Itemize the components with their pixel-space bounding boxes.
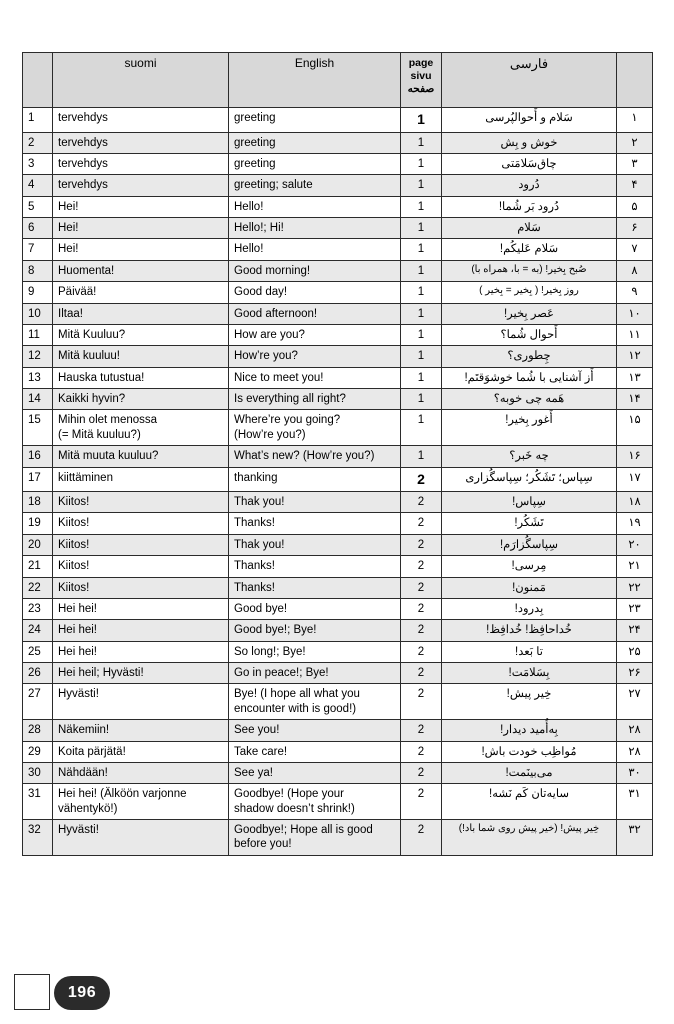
english-term: Where’re you going? (How’re you?) <box>229 410 401 446</box>
table-header-row <box>23 53 653 108</box>
persian-term: سَلام و أَحوالپُرسی <box>442 108 617 133</box>
row-index: 4 <box>23 175 53 196</box>
persian-term: خِیر پیش! <box>442 684 617 720</box>
english-term: See you! <box>229 720 401 741</box>
page-reference: 1 <box>401 324 442 345</box>
row-index: 19 <box>23 513 53 534</box>
row-index: 32 <box>23 820 53 856</box>
row-index: 21 <box>23 556 53 577</box>
persian-term: أَحوال شُما؟ <box>442 324 617 345</box>
persian-index: ۲۷ <box>617 684 653 720</box>
page-reference: 2 <box>401 720 442 741</box>
page-reference: 1 <box>401 132 442 153</box>
table-row <box>23 324 653 345</box>
finnish-term: Kiitos! <box>53 577 229 598</box>
table-row <box>23 303 653 324</box>
english-term: Good day! <box>229 282 401 303</box>
table-row <box>23 492 653 513</box>
finnish-term: Kiitos! <box>53 534 229 555</box>
table-row <box>23 410 653 446</box>
finnish-term: kiittäminen <box>53 467 229 492</box>
persian-term: صُبح بِخیر! (به = با، همراه با) <box>442 260 617 281</box>
finnish-term: Hyvästi! <box>53 820 229 856</box>
table-row <box>23 641 653 662</box>
page-reference: 1 <box>401 367 442 388</box>
page-reference: 2 <box>401 784 442 820</box>
english-term: So long!; Bye! <box>229 641 401 662</box>
persian-term: بِسَلامَت! <box>442 663 617 684</box>
table-row <box>23 389 653 410</box>
row-index: 9 <box>23 282 53 303</box>
row-index: 12 <box>23 346 53 367</box>
row-index: 26 <box>23 663 53 684</box>
persian-term: مِرسی! <box>442 556 617 577</box>
page-reference: 2 <box>401 684 442 720</box>
persian-index: ۹ <box>617 282 653 303</box>
finnish-term: Mihin olet menossa (= Mitä kuuluu?) <box>53 410 229 446</box>
row-index: 10 <box>23 303 53 324</box>
header-persian: فارسی <box>442 53 617 108</box>
english-term: Thanks! <box>229 577 401 598</box>
persian-index: ۱ <box>617 108 653 133</box>
page-reference: 1 <box>401 282 442 303</box>
page-reference: 1 <box>401 303 442 324</box>
persian-term: سَلام <box>442 218 617 239</box>
table-row <box>23 741 653 762</box>
table-row <box>23 132 653 153</box>
row-index: 16 <box>23 446 53 467</box>
page-reference: 2 <box>401 598 442 619</box>
finnish-term: Hei hei! <box>53 641 229 662</box>
persian-index: ۶ <box>617 218 653 239</box>
english-term: Bye! (I hope all what you encounter with is good!) <box>229 684 401 720</box>
page-reference: 1 <box>401 108 442 133</box>
persian-index: ۲۵ <box>617 641 653 662</box>
header-page-line-en: page <box>408 57 434 69</box>
english-term: Goodbye!; Hope all is good before you! <box>229 820 401 856</box>
persian-term: دُرود بَر شُما! <box>442 196 617 217</box>
table-header <box>23 53 653 108</box>
header-english: English <box>229 53 401 108</box>
page-reference: 1 <box>401 175 442 196</box>
english-term: greeting <box>229 108 401 133</box>
persian-index: ۱۴ <box>617 389 653 410</box>
page-reference: 2 <box>401 663 442 684</box>
page-reference: 1 <box>401 346 442 367</box>
finnish-term: Näkemiin! <box>53 720 229 741</box>
english-term: Hello!; Hi! <box>229 218 401 239</box>
persian-term: چه خَبر؟ <box>442 446 617 467</box>
table-row <box>23 218 653 239</box>
english-term: Thanks! <box>229 556 401 577</box>
page-reference: 2 <box>401 556 442 577</box>
header-page <box>401 53 442 108</box>
persian-index: ۲۲ <box>617 577 653 598</box>
persian-term: می‌بینَمت! <box>442 762 617 783</box>
row-index: 22 <box>23 577 53 598</box>
persian-index: ۳ <box>617 153 653 174</box>
english-term: Thak you! <box>229 534 401 555</box>
persian-term: خُداحافِظ! خُدافِظ! <box>442 620 617 641</box>
persian-term: روز بِخیر! ( بِخیر = بِخیر ) <box>442 282 617 303</box>
finnish-term: Kiitos! <box>53 492 229 513</box>
table-row <box>23 784 653 820</box>
persian-term: سِپاس! <box>442 492 617 513</box>
page-reference: 1 <box>401 389 442 410</box>
finnish-term: Kaikki hyvin? <box>53 389 229 410</box>
persian-index: ۲۸ <box>617 720 653 741</box>
finnish-term: Hei heil; Hyvästi! <box>53 663 229 684</box>
table-row <box>23 598 653 619</box>
row-index: 8 <box>23 260 53 281</box>
row-index: 20 <box>23 534 53 555</box>
page-reference: 2 <box>401 820 442 856</box>
page-reference: 1 <box>401 410 442 446</box>
persian-term: مُواظِب خودت باش! <box>442 741 617 762</box>
table-row <box>23 820 653 856</box>
finnish-term: Huomenta! <box>53 260 229 281</box>
row-index: 3 <box>23 153 53 174</box>
row-index: 14 <box>23 389 53 410</box>
footer-marker-box <box>14 974 50 1010</box>
english-term: How’re you? <box>229 346 401 367</box>
persian-term: أَغور بِخیر! <box>442 410 617 446</box>
finnish-term: Hei! <box>53 218 229 239</box>
english-term: Good morning! <box>229 260 401 281</box>
row-index: 27 <box>23 684 53 720</box>
row-index: 1 <box>23 108 53 133</box>
page-reference: 1 <box>401 218 442 239</box>
persian-index: ۲۳ <box>617 598 653 619</box>
finnish-term: Hei! <box>53 196 229 217</box>
table-row <box>23 153 653 174</box>
english-term: Goodbye! (Hope your shadow doesn’t shrink!) <box>229 784 401 820</box>
table-row <box>23 239 653 260</box>
persian-index: ۷ <box>617 239 653 260</box>
table-row <box>23 467 653 492</box>
page-reference: 2 <box>401 741 442 762</box>
finnish-term: tervehdys <box>53 132 229 153</box>
persian-index: ۲۴ <box>617 620 653 641</box>
header-finnish: suomi <box>53 53 229 108</box>
row-index: 31 <box>23 784 53 820</box>
english-term: How are you? <box>229 324 401 345</box>
table-row <box>23 175 653 196</box>
table-row <box>23 556 653 577</box>
persian-term: سایه‌تان کَم نَشه! <box>442 784 617 820</box>
finnish-term: Hei hei! <box>53 598 229 619</box>
page-reference: 2 <box>401 620 442 641</box>
row-index: 24 <box>23 620 53 641</box>
persian-term: سِپاسگُزارَم! <box>442 534 617 555</box>
table-body <box>23 108 653 856</box>
persian-term: سِپاس؛ تَشَکُر؛ سِپاسگُزاری <box>442 467 617 492</box>
finnish-term: tervehdys <box>53 153 229 174</box>
finnish-term: Nähdään! <box>53 762 229 783</box>
english-term: Take care! <box>229 741 401 762</box>
persian-index: ۱۳ <box>617 367 653 388</box>
table-row <box>23 367 653 388</box>
row-index: 13 <box>23 367 53 388</box>
english-term: Thak you! <box>229 492 401 513</box>
persian-term: بِه‌أُمید دیدار! <box>442 720 617 741</box>
finnish-term: Hauska tutustua! <box>53 367 229 388</box>
finnish-term: Päivää! <box>53 282 229 303</box>
english-term: greeting <box>229 153 401 174</box>
table-row <box>23 684 653 720</box>
persian-term: خوش و بِش <box>442 132 617 153</box>
table-row <box>23 620 653 641</box>
row-index: 6 <box>23 218 53 239</box>
finnish-term: Hyvästi! <box>53 684 229 720</box>
persian-term: أَز آشنایی با شُما خوشوَقتَم! <box>442 367 617 388</box>
row-index: 15 <box>23 410 53 446</box>
persian-index: ۲۰ <box>617 534 653 555</box>
row-index: 25 <box>23 641 53 662</box>
page-reference: 1 <box>401 196 442 217</box>
persian-index: ۳۲ <box>617 820 653 856</box>
row-index: 28 <box>23 720 53 741</box>
header-page-line-fa: صفحه <box>407 82 435 95</box>
english-term: Good bye! <box>229 598 401 619</box>
english-term: Hello! <box>229 196 401 217</box>
persian-index: ۳۱ <box>617 784 653 820</box>
persian-term: بِدرود! <box>442 598 617 619</box>
page-number-badge: 196 <box>54 976 110 1010</box>
table-row <box>23 260 653 281</box>
page-reference: 2 <box>401 641 442 662</box>
page-reference: 2 <box>401 513 442 534</box>
row-index: 7 <box>23 239 53 260</box>
persian-term: عَصر بِخیر! <box>442 303 617 324</box>
persian-index: ۲۸ <box>617 741 653 762</box>
english-term: Thanks! <box>229 513 401 534</box>
table-row <box>23 663 653 684</box>
page-reference: 1 <box>401 446 442 467</box>
english-term: See ya! <box>229 762 401 783</box>
page-reference: 1 <box>401 153 442 174</box>
persian-index: ۵ <box>617 196 653 217</box>
persian-term: سَلام عَلیکُم! <box>442 239 617 260</box>
finnish-term: Hei hei! (Älköön varjonne vähentykö!) <box>53 784 229 820</box>
page-reference: 2 <box>401 492 442 513</box>
table-row <box>23 346 653 367</box>
row-index: 5 <box>23 196 53 217</box>
persian-index: ۱۶ <box>617 446 653 467</box>
english-term: greeting; salute <box>229 175 401 196</box>
finnish-term: Hei hei! <box>53 620 229 641</box>
persian-index: ۱۹ <box>617 513 653 534</box>
english-term: thanking <box>229 467 401 492</box>
persian-index: ۱۱ <box>617 324 653 345</box>
english-term: greeting <box>229 132 401 153</box>
persian-index: ۲ <box>617 132 653 153</box>
table-row <box>23 762 653 783</box>
table-row <box>23 108 653 133</box>
finnish-term: Mitä kuuluu! <box>53 346 229 367</box>
persian-index: ۳۰ <box>617 762 653 783</box>
table-row <box>23 513 653 534</box>
persian-term: مَمنون! <box>442 577 617 598</box>
persian-term: چاق‌سَلامَتی <box>442 153 617 174</box>
row-index: 2 <box>23 132 53 153</box>
header-persian-index <box>617 53 653 108</box>
row-index: 23 <box>23 598 53 619</box>
page-reference: 1 <box>401 239 442 260</box>
page-reference: 2 <box>401 762 442 783</box>
page-reference: 2 <box>401 577 442 598</box>
finnish-term: Mitä Kuuluu? <box>53 324 229 345</box>
english-term: What’s new? (How’re you?) <box>229 446 401 467</box>
finnish-term: Iltaa! <box>53 303 229 324</box>
vocabulary-table <box>22 52 653 856</box>
finnish-term: Koita pärjätä! <box>53 741 229 762</box>
persian-index: ۱۷ <box>617 467 653 492</box>
persian-term: خِیر پیش! (خیر پیش روی شما باد!) <box>442 820 617 856</box>
table-row <box>23 720 653 741</box>
row-index: 29 <box>23 741 53 762</box>
table-row <box>23 534 653 555</box>
persian-term: دُرود <box>442 175 617 196</box>
persian-index: ۸ <box>617 260 653 281</box>
row-index: 17 <box>23 467 53 492</box>
finnish-term: Kiitos! <box>53 556 229 577</box>
persian-term: چِطوری؟ <box>442 346 617 367</box>
persian-term: هَمه چی خوبه؟ <box>442 389 617 410</box>
table-row <box>23 446 653 467</box>
english-term: Go in peace!; Bye! <box>229 663 401 684</box>
row-index: 30 <box>23 762 53 783</box>
row-index: 18 <box>23 492 53 513</box>
finnish-term: tervehdys <box>53 175 229 196</box>
english-term: Good bye!; Bye! <box>229 620 401 641</box>
table-row <box>23 196 653 217</box>
table-row <box>23 577 653 598</box>
finnish-term: tervehdys <box>53 108 229 133</box>
page-reference: 2 <box>401 467 442 492</box>
row-index: 11 <box>23 324 53 345</box>
persian-term: تا بَعد! <box>442 641 617 662</box>
page-reference: 1 <box>401 260 442 281</box>
table-row <box>23 282 653 303</box>
english-term: Hello! <box>229 239 401 260</box>
persian-index: ۱۰ <box>617 303 653 324</box>
persian-index: ۱۲ <box>617 346 653 367</box>
english-term: Nice to meet you! <box>229 367 401 388</box>
finnish-term: Mitä muuta kuuluu? <box>53 446 229 467</box>
finnish-term: Hei! <box>53 239 229 260</box>
persian-index: ۴ <box>617 175 653 196</box>
persian-index: ۱۸ <box>617 492 653 513</box>
persian-index: ۲۱ <box>617 556 653 577</box>
persian-index: ۲۶ <box>617 663 653 684</box>
header-index <box>23 53 53 108</box>
page-reference: 2 <box>401 534 442 555</box>
english-term: Good afternoon! <box>229 303 401 324</box>
finnish-term: Kiitos! <box>53 513 229 534</box>
persian-term: تَشَکُر! <box>442 513 617 534</box>
header-page-line-fi: sivu <box>410 69 432 82</box>
english-term: Is everything all right? <box>229 389 401 410</box>
persian-index: ۱۵ <box>617 410 653 446</box>
